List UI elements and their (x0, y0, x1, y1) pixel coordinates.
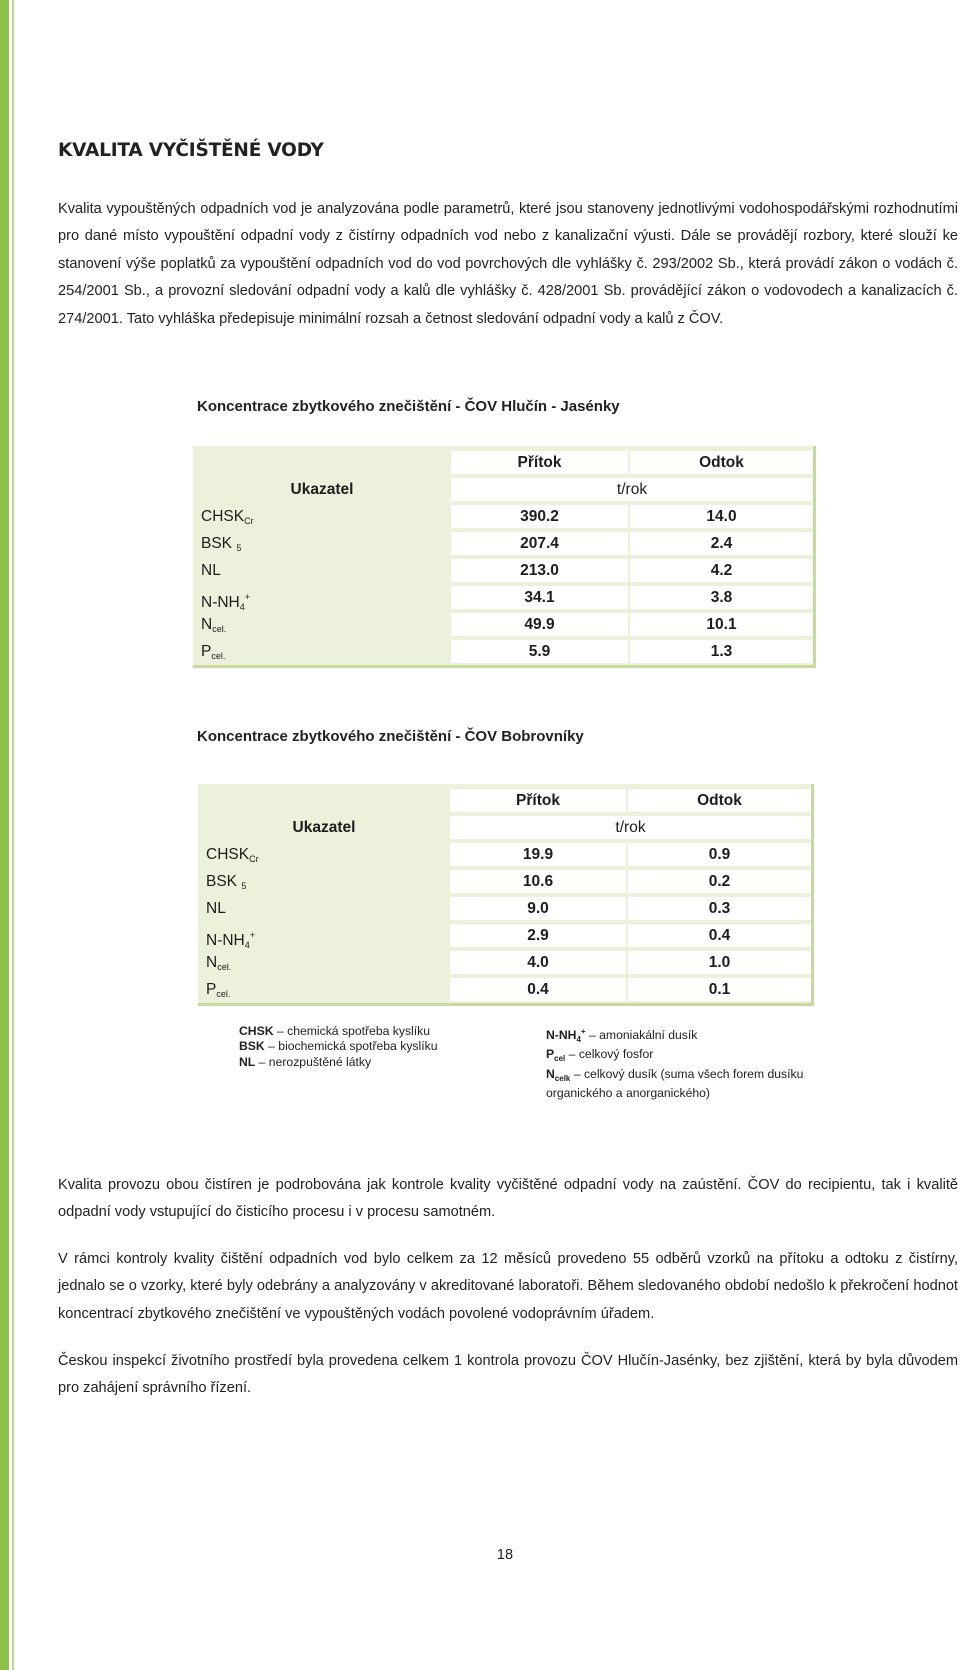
indicator-label (201, 530, 441, 557)
table-row (198, 895, 811, 922)
indicator-name: N-NH (206, 932, 245, 949)
legend-left (239, 1024, 499, 1070)
legend-abbr (239, 1039, 265, 1053)
green-side-bar (0, 0, 9, 1670)
legend-abbr (546, 1067, 570, 1081)
outflow-value: 14.0 (706, 508, 737, 525)
table-subheader-row (198, 814, 811, 841)
paragraph-quality-control: Kvalita provozu obou čistíren je podrobována jak kontrole kvality vyčištěné odpadní vody na zaústění. ČOV do recipientu, tak i kvalitě odpadní vody vstupující do čisticího procesu i v procesu samotném. (58, 1177, 958, 1221)
indicator-label (206, 922, 446, 949)
unit-label: t/rok (616, 481, 648, 498)
paragraph-inspection: Českou inspekcí životního prostředí byla provedena celkem 1 kontrola provozu ČOV Hlučín-Jasénky, bez zjištění, která by byla důvodem pro zahájení správního řízení. (58, 1353, 958, 1397)
inflow-value: 0.4 (527, 981, 549, 998)
table-header-row (193, 449, 813, 476)
legend-abbr (239, 1055, 255, 1069)
indicator-subscript: cel. (216, 989, 231, 999)
indicator-name: N-NH (201, 594, 240, 611)
legend-desc: – chemická spotřeba kyslíku (273, 1024, 431, 1038)
indicator-label (206, 976, 446, 1003)
legend-abbr-text: NL (239, 1054, 256, 1069)
outflow-value: 2.4 (710, 535, 733, 552)
green-side-line (12, 0, 14, 1670)
unit-label: t/rok (615, 819, 646, 836)
inflow-value: 390.2 (520, 508, 559, 525)
legend-abbr (546, 1047, 566, 1064)
table-row (193, 584, 813, 611)
col-indicator-header: Ukazatel (290, 481, 354, 498)
paragraph-sampling: V rámci kontroly kvality čištění odpadních vod bylo celkem za 12 měsíců provedeno 55 odběrů vzorků na přítoku a odtoku z čistírny, jednalo se o vzorky, které byly odebrány a analyzovány v akreditované laboratoři. Během sledovaného období nedošlo k překročení hodnot koncentrací zbytkového znečištění ve vypouštěných vodách povolené vodoprávním úřadem. (58, 1251, 958, 1322)
indicator-name: CHSK (201, 508, 245, 525)
indicator-label (206, 841, 446, 868)
table-row (198, 922, 811, 949)
indicator-label (206, 949, 446, 976)
legend-subscript: 4 (576, 1035, 581, 1044)
table-hlucin (193, 446, 816, 668)
indicator-name: N (206, 954, 218, 971)
legend-desc: – celkový fosfor (565, 1047, 654, 1062)
indicator-subscript: 4 (244, 940, 250, 950)
inflow-value: 10.6 (522, 873, 554, 890)
indicator-subscript: cel. (211, 651, 226, 661)
legend-item (546, 1067, 806, 1102)
inflow-value: 9.0 (527, 900, 549, 917)
legend-abbr-text: BSK (239, 1039, 265, 1054)
indicator-subscript: cel. (217, 962, 232, 972)
table-title-hlucin: Koncentrace zbytkového znečištění - ČOV Hlučín - Jasénky (197, 398, 620, 415)
outflow-value: 0.3 (708, 900, 731, 917)
inflow-value: 34.1 (524, 589, 555, 606)
indicator-subscript: 5 (241, 881, 247, 891)
indicator-name: CHSK (206, 846, 250, 863)
indicator-label (201, 638, 441, 665)
indicator-name: BSK (206, 873, 242, 890)
outflow-value: 1.0 (708, 954, 731, 971)
outflow-value: 10.1 (706, 616, 737, 633)
outflow-value: 1.3 (710, 643, 733, 660)
inflow-value: 19.9 (522, 846, 554, 863)
col-outflow-header: Odtok (697, 792, 742, 809)
table-row (193, 611, 813, 638)
outflow-value: 0.9 (708, 846, 731, 863)
table-header-row (198, 787, 811, 814)
outflow-value: 0.2 (708, 873, 731, 890)
table-row (193, 530, 813, 557)
page-number: 18 (496, 1547, 514, 1563)
col-indicator-header: Ukazatel (292, 819, 356, 836)
col-inflow-header: Přítok (517, 454, 562, 471)
indicator-label (201, 557, 441, 584)
legend-desc: – amoniakální dusík (585, 1028, 698, 1042)
legend-desc: – celkový dusík (suma všech forem dusíku organického a anorganického) (546, 1066, 804, 1101)
inflow-value: 5.9 (528, 643, 551, 660)
table-row (198, 976, 811, 1003)
indicator-label (206, 868, 446, 895)
indicator-name: NL (206, 900, 226, 917)
indicator-superscript: + (249, 930, 256, 940)
legend-abbr-text: N-NH (546, 1028, 577, 1042)
outflow-value: 0.4 (708, 927, 731, 944)
indicator-label (201, 584, 441, 611)
intro-paragraph: Kvalita vypouštěných odpadních vod je analyzována podle parametrů, které jsou stanoveny jednotlivými vodohospodářskými rozhodnutími pro dané místo vypouštění odpadní vody z čistírny odpadních vod nebo z kanalizační výusti. Dále se provádějí rozbory, které slouží ke stanovení výše poplatků za vypouštění odpadních vod do vod povrchových dle vyhlášky č. 293/2002 Sb., která provádí zákon o vodách č. 254/2001 Sb., a provozní sledování odpadní vody a kalů dle vyhlášky č. 428/2001 Sb. provádějící zákon o vodovodech a kanalizacích č. 274/2001. Tato vyhláška předepisuje minimální rozsah a četnost sledování odpadní vody a kalů z ČOV. (58, 201, 958, 327)
inflow-value: 49.9 (524, 616, 555, 633)
table-row (198, 841, 811, 868)
legend-item (546, 1047, 806, 1066)
indicator-label (201, 611, 441, 638)
indicator-name: P (206, 981, 217, 998)
table-row (198, 949, 811, 976)
legend-abbr-text: N (546, 1066, 555, 1081)
outflow-value: 3.8 (710, 589, 733, 606)
outflow-value: 0.1 (708, 981, 731, 998)
legend-abbr-text: CHSK (239, 1024, 274, 1038)
legend-desc: – biochemická spotřeba kyslíku (264, 1039, 438, 1054)
table-row (193, 557, 813, 584)
table-row (193, 503, 813, 530)
legend-abbr (239, 1024, 274, 1038)
page-heading: KVALITA VYČIŠTĚNÉ VODY (58, 140, 324, 161)
indicator-subscript: 5 (236, 543, 242, 553)
indicator-subscript: 4 (239, 602, 245, 612)
table-row (193, 638, 813, 665)
legend-item (239, 1024, 499, 1039)
indicator-subscript: Cr (244, 516, 254, 526)
inflow-value: 207.4 (520, 535, 559, 552)
table-title-bobrovniky: Koncentrace zbytkového znečištění - ČOV Bobrovníky (197, 728, 584, 745)
legend-subscript: cel (554, 1054, 566, 1064)
inflow-value: 2.9 (527, 927, 549, 944)
legend-item (239, 1055, 499, 1070)
indicator-label (206, 895, 446, 922)
legend-right (546, 1024, 806, 1102)
legend-item (239, 1039, 499, 1054)
table-bobrovniky (198, 784, 814, 1006)
legend-subscript: celk (554, 1073, 571, 1083)
legend-abbr (546, 1028, 586, 1042)
col-outflow-header: Odtok (699, 454, 744, 471)
outflow-value: 4.2 (710, 562, 733, 579)
table-row (198, 868, 811, 895)
indicator-name: BSK (201, 535, 237, 552)
inflow-value: 213.0 (520, 562, 559, 579)
legend-superscript: + (580, 1027, 586, 1036)
indicator-name: P (201, 643, 212, 660)
indicator-subscript: Cr (249, 854, 259, 864)
inflow-value: 4.0 (527, 954, 549, 971)
legend-abbr-text: P (546, 1047, 555, 1062)
indicator-name: NL (201, 562, 221, 579)
table-subheader-row (193, 476, 813, 503)
indicator-superscript: + (244, 592, 251, 602)
indicator-label (201, 503, 441, 530)
legend-item (546, 1024, 806, 1047)
indicator-name: N (201, 616, 213, 633)
col-inflow-header: Přítok (516, 792, 560, 809)
legend-desc: – nerozpuštěné látky (255, 1054, 372, 1069)
indicator-subscript: cel. (212, 624, 227, 634)
